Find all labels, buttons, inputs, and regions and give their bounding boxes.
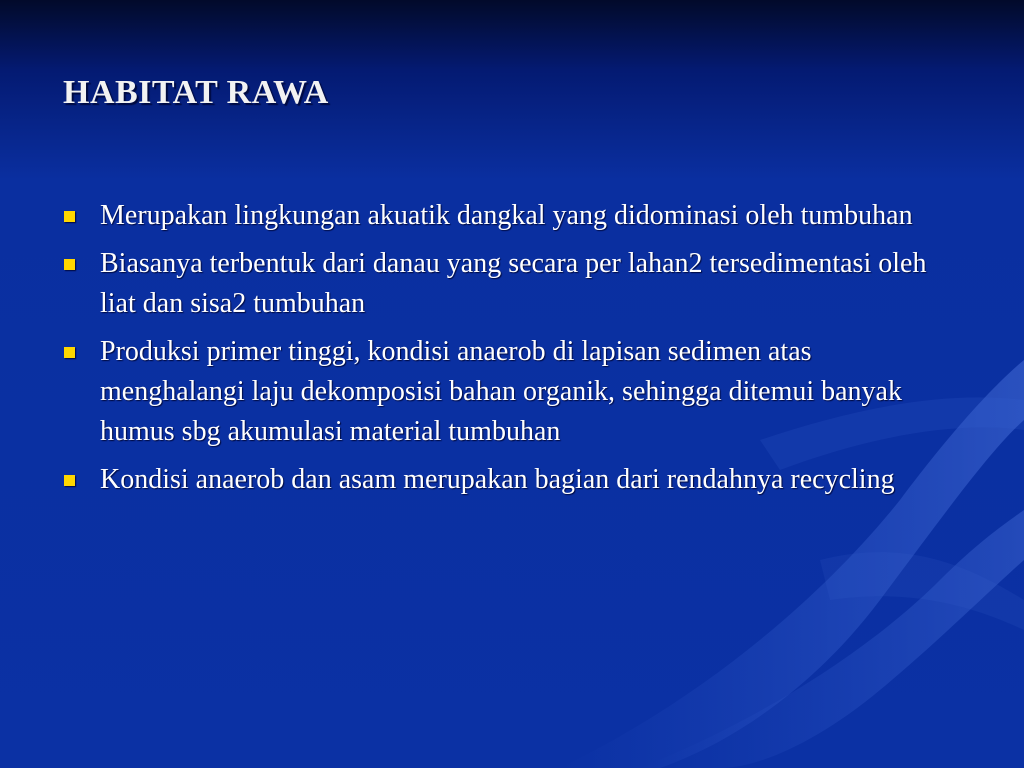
list-item	[63, 332, 953, 452]
bullet-text: Biasanya terbentuk dari danau yang secara per lahan2 tersedimentasi oleh liat dan sisa2 tumbuhan	[100, 248, 927, 319]
square-bullet-icon	[64, 347, 75, 358]
square-bullet-icon	[64, 475, 75, 486]
bullet-list	[63, 196, 953, 508]
list-item	[63, 244, 953, 324]
bullet-text: Merupakan lingkungan akuatik dangkal yang didominasi oleh tumbuhan	[100, 200, 913, 231]
slide-title: HABITAT RAWA	[63, 74, 329, 111]
list-item	[63, 196, 953, 236]
square-bullet-icon	[64, 259, 75, 270]
square-bullet-icon	[64, 211, 75, 222]
bullet-text: Produksi primer tinggi, kondisi anaerob di lapisan sedimen atas menghalangi laju dekomposisi bahan organik, sehingga ditemui banyak humus sbg akumulasi material tumbuhan	[100, 336, 902, 447]
bullet-text: Kondisi anaerob dan asam merupakan bagian dari rendahnya recycling	[100, 464, 895, 495]
list-item	[63, 460, 953, 500]
